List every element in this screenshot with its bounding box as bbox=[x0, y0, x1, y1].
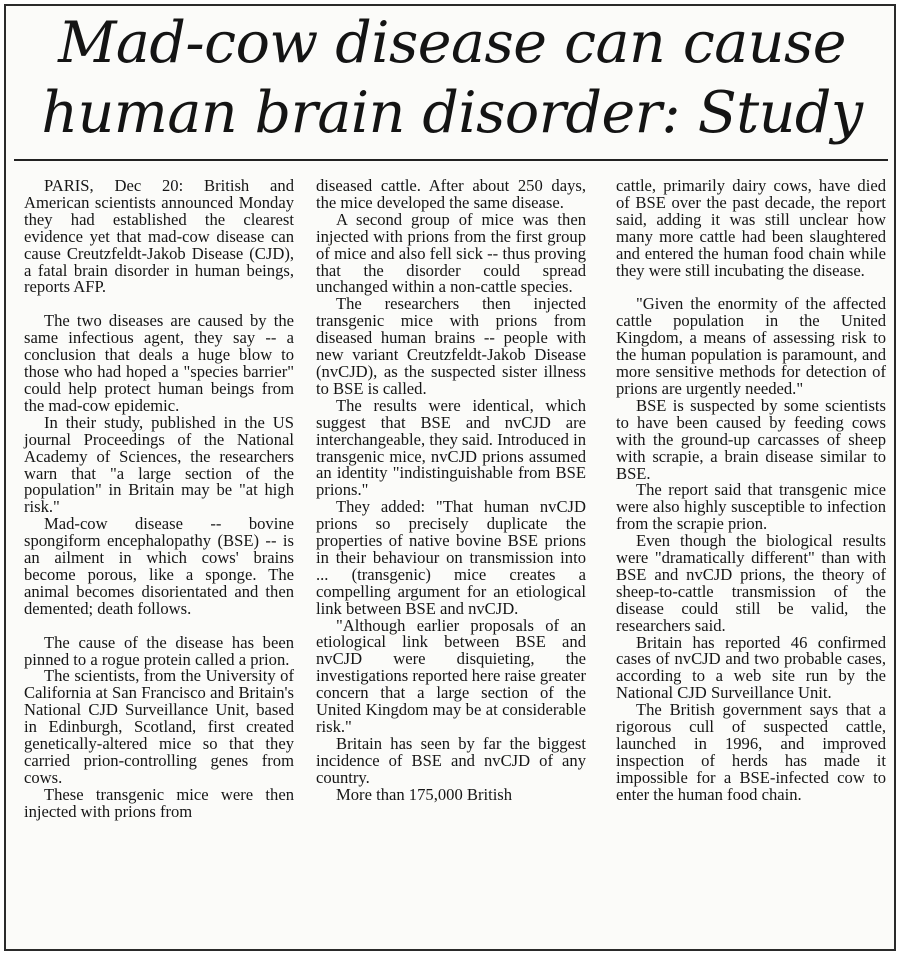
article-paragraph: "Given the enormity of the affected cattle population in the United Kingdom, a means of assessing risk to the human population is paramount, and more sensitive methods for detection of prions are urgently needed." bbox=[616, 294, 886, 398]
article-paragraph: The British government says that a rigorous cull of suspected cattle, launched in 1996, and improved inspection of herds has made it impossible for a BSE-infected cow to enter the human food chain. bbox=[616, 700, 886, 804]
article-paragraph: BSE is suspected by some scientists to have been caused by feeding cows with the ground-up carcasses of sheep with scrapie, a brain disease similar to BSE. bbox=[616, 395, 886, 483]
article-paragraph: cattle, primarily dairy cows, have died of BSE over the past decade, the report said, adding it was still unclear how many more cattle had been slaughtered and entered the human food chain while they were still incubating the disease. bbox=[616, 176, 886, 280]
article-paragraph: diseased cattle. After about 250 days, the mice developed the same disease. bbox=[316, 176, 586, 212]
article-paragraph: Britain has seen by far the biggest incidence of BSE and nvCJD of any country. bbox=[316, 733, 586, 787]
article-paragraph: Britain has reported 46 confirmed cases of nvCJD and two probable cases, according to a web site run by the National CJD Surveillance Unit. bbox=[616, 632, 886, 703]
article-paragraph: The researchers then injected transgenic mice with prions from diseased human brains -- people with new variant Creutzfeldt-Jakob Disease (nvCJD), as the suspected sister illness to BSE is called. bbox=[316, 294, 586, 398]
article-paragraph: Even though the biological results were "dramatically different" than with BSE and nvCJD prions, the theory of sheep-to-cattle transmission of the disease could still be valid, the researchers said. bbox=[616, 531, 886, 635]
article-column-1 bbox=[24, 178, 294, 821]
article-paragraph: The results were identical, which suggest that BSE and nvCJD are interchangeable, they said. Introduced in transgenic mice, nvCJD prions assumed an identity "indistinguishable from BSE prions." bbox=[316, 395, 587, 500]
article-paragraph: They added: "That human nvCJD prions so precisely duplicate the properties of native bovine BSE prions in their behaviour on transmission into ... (transgenic) mice creates a compelling argument for an etiological link between BSE and nvCJD. bbox=[316, 497, 586, 618]
article-paragraph: "Although earlier proposals of an etiological link between BSE and nvCJD were disquieting, the investigations reported here raise greater concern that a large section of the United Kingdom may be at considerable risk." bbox=[316, 615, 586, 736]
article-paragraph: PARIS, Dec 20: British and American scientists announced Monday they had established the clearest evidence yet that mad-cow disease can cause Creutzfeldt-Jakob Disease (CJD), a fatal brain disorder in human beings, reports AFP. bbox=[24, 176, 294, 297]
article-column-2 bbox=[316, 178, 586, 804]
article-paragraph: In their study, published in the US journal Proceedings of the National Academy of Sciences, the researchers warn that "a large section of the population" in Britain may be "at high risk." bbox=[24, 412, 294, 517]
article-paragraph: The cause of the disease has been pinned to a rogue protein called a prion. bbox=[24, 632, 294, 669]
newspaper-clipping bbox=[4, 4, 896, 951]
headline: Mad-cow disease can cause human brain disorder: Study bbox=[41, 10, 863, 146]
article-paragraph: Mad-cow disease -- bovine spongiform encephalopathy (BSE) -- is an ailment in which cows' brains become porous, like a sponge. The animal becomes disorientated and then demented; death follows. bbox=[24, 514, 294, 618]
article-paragraph: The scientists, from the University of California at San Francisco and Britain's National CJD Surveillance Unit, based in Edinburgh, Scotland, first created genetically-altered mice so that they carried prion-controlling genes from cows. bbox=[24, 666, 294, 787]
article-paragraph: A second group of mice was then injected with prions from the first group of mice and also fell sick -- thus proving that the disorder could spread unchanged within a non-cattle species. bbox=[316, 209, 586, 297]
article-paragraph: More than 175,000 British bbox=[336, 784, 513, 804]
article-paragraph: The report said that transgenic mice were also highly susceptible to infection from the scrapie prion. bbox=[616, 480, 886, 534]
article-column-3 bbox=[616, 178, 886, 804]
article-paragraph: The two diseases are caused by the same infectious agent, they say -- a conclusion that deals a huge blow to those who had hoped a "species barrier" could help protect human beings from the mad-cow epidemic. bbox=[24, 311, 294, 415]
headline-rule bbox=[14, 159, 888, 161]
article-paragraph: These transgenic mice were then injected with prions from bbox=[24, 784, 294, 821]
